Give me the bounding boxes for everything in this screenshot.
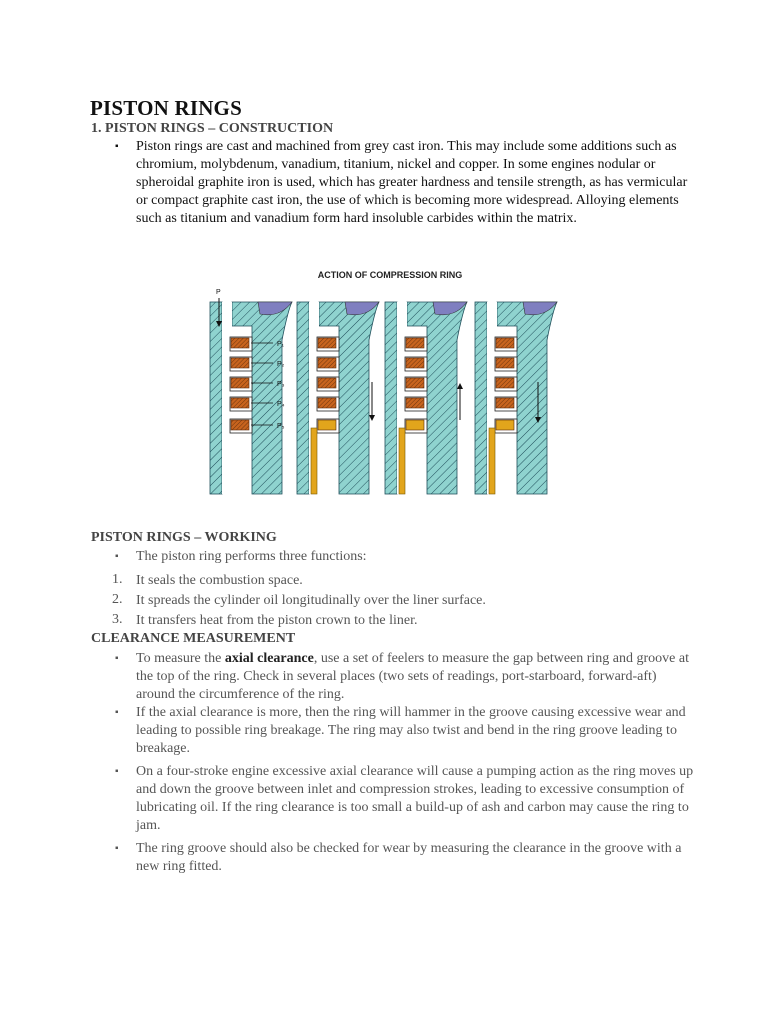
pressure-label: P₂ [277,361,285,368]
pressure-label: P₁ [277,341,285,348]
cylinder-liner [475,302,487,494]
piston-panel [475,302,557,494]
compression-ring [496,398,514,408]
piston-panel [385,302,467,494]
bullet-marker: ▪ [115,653,119,664]
cylinder-liner [297,302,309,494]
compression-ring [406,338,424,348]
compression-ring [231,398,249,408]
compression-ring [496,338,514,348]
bullet-marker: ▪ [115,707,119,718]
compression-ring [318,398,336,408]
figure-title: ACTION OF COMPRESSION RING [317,270,463,280]
clearance-bullet-1-pre: To measure the [136,651,225,666]
compression-ring [496,358,514,368]
page-title: PISTON RINGS [90,96,242,120]
bullet-marker: ▪ [115,141,119,152]
bullet-marker: ▪ [115,551,119,562]
list-item: It transfers heat from the piston crown to the liner. [136,613,418,628]
oil-ring [406,420,424,430]
compression-ring [318,338,336,348]
list-number: 2. [112,592,123,607]
piston-panel [210,302,292,494]
compression-ring [318,378,336,388]
construction-heading: 1. PISTON RINGS – CONSTRUCTION [91,121,334,136]
oil-ring [318,420,336,430]
working-intro: The piston ring performs three functions: [136,549,367,564]
list-item: It spreads the cylinder oil longitudinally over the liner surface. [136,593,486,608]
clearance-bullet-4: The ring groove should also be checked for wear by measuring the clearance in the groove with a new ring fitted. [136,841,682,874]
construction-text: Piston rings are cast and machined from grey cast iron. This may include some additions such as chromium, molybdenum, vanadium, titanium, nickel and copper. In some engines nodular or spheroidal graphite iron is used, which has greater hardness and tensile strength, as has vermicular or compact graphite cast iron, the use of which is becoming more widespread. Alloying elements such as titanium and vanadium form hard insoluble carbides within the matrix. [136,139,688,226]
compression-ring [406,398,424,408]
cylinder-liner [385,302,397,494]
clearance-bullet-3: On a four-stroke engine excessive axial clearance will cause a pumping action as the ring moves up and down the groove between inlet and compression strokes, leading to excessive consumption of lubricating oil. If the ring clearance is too small a build-up of ash and carbon may cause the ring to jam. [136,764,694,833]
compression-ring-figure [205,270,575,502]
bullet-marker: ▪ [115,843,119,854]
compression-ring [406,378,424,388]
pressure-label: P₄ [277,401,285,408]
oil-ring [496,420,514,430]
pressure-label: P [216,289,221,296]
clearance-bullet-2: If the axial clearance is more, then the ring will hammer in the groove causing excessive wear and leading to possible ring breakage. The ring may also twist and bend in the ring groove leading to breakage. [136,705,686,756]
axial-clearance-term: axial clearance [224,651,314,666]
clearance-bullet-1 [136,650,696,704]
oil-film [489,428,495,494]
list-number: 1. [112,572,123,587]
list-item: It seals the combustion space. [136,573,303,588]
compression-ring [318,358,336,368]
compression-ring [231,358,249,368]
compression-ring-diagram [205,270,575,502]
compression-ring [496,378,514,388]
list-number: 3. [112,612,123,627]
pressure-label: P₅ [277,423,285,430]
clearance-bullet-1-post: , use a set of feelers to measure the gap between ring and groove at the top of the ring. Check in several places (two sets of readings, port-starboard, forward-aft) around the circumference of the ring. [136,651,689,702]
clearance-heading: CLEARANCE MEASUREMENT [91,631,296,646]
compression-ring [231,378,249,388]
compression-ring [406,358,424,368]
compression-ring [231,420,249,430]
oil-film [399,428,405,494]
pressure-label: P₃ [277,381,285,388]
piston-panel [297,302,379,494]
compression-ring [231,338,249,348]
working-heading: PISTON RINGS – WORKING [91,530,277,545]
cylinder-liner [210,302,222,494]
oil-film [311,428,317,494]
bullet-marker: ▪ [115,766,119,777]
